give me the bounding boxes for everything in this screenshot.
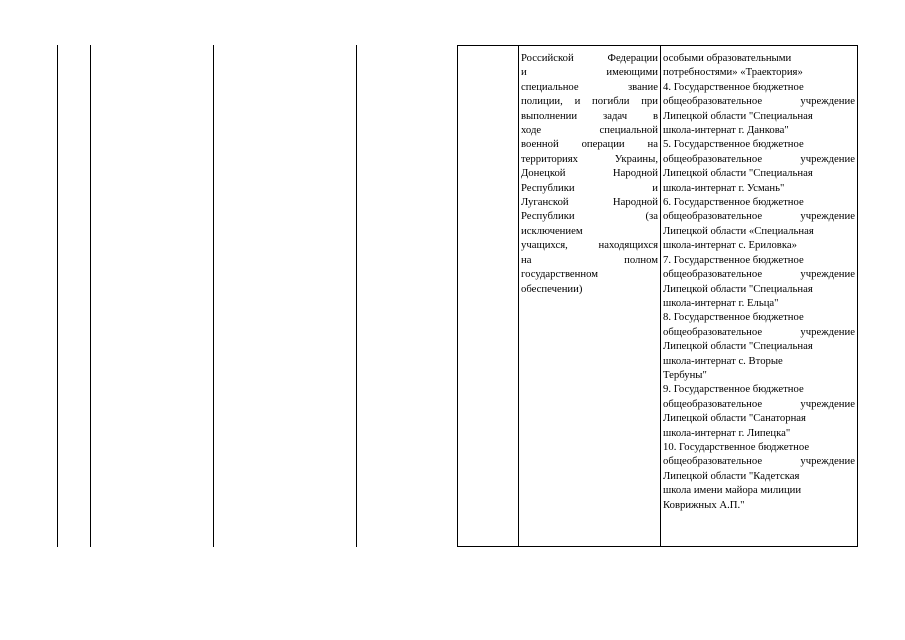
institution-text-line: 4. Государственное бюджетное [663,80,804,93]
institution-text-line: школа-интернат с. Вторые [663,354,783,367]
recipients-text-line: Луганской Народной [521,196,658,209]
institution-text-line: общеобразовательное учреждение [663,210,855,223]
institution-text-line: школа-интернат г. Ельца" [663,296,779,309]
institution-text-line: Липецкой области «Специальная [663,224,814,237]
recipients-text-line: учащихся, находящихся [521,239,658,252]
recipients-text-line: территориях Украины, [521,152,658,165]
recipients-text-line: и имеющими [521,66,658,79]
institution-text-line: Липецкой области "Специальная [663,282,813,295]
institution-text-line: 8. Государственное бюджетное [663,311,804,324]
institution-text-line: Липецкой области "Специальная [663,340,813,353]
recipients-text-line: полиции, и погибли при [521,95,658,108]
recipients-text-line: Российской Федерации [521,52,658,64]
institution-text-line: общеобразовательное учреждение [663,397,855,410]
institution-text-line: 10. Государственное бюджетное [663,440,810,453]
table-column-empty [458,46,519,546]
institution-text-line: общеобразовательное учреждение [663,152,855,165]
recipients-text-line: на полном [521,253,658,266]
institution-text-line: школа-интернат с. Ериловка» [663,239,797,252]
left-table-rule-2 [90,45,91,547]
institution-text-line: Тербуны" [663,368,707,381]
recipients-text-line: специальное звание [521,80,658,93]
institution-text-line: особыми образовательными [663,52,792,64]
institution-text-line: 7. Государственное бюджетное [663,253,804,266]
right-table [457,45,858,547]
institution-text-line: Липецкой области "Специальная [663,167,813,180]
table-column-recipients [519,46,661,546]
institution-text-line: Липецкой области "Специальная [663,109,813,122]
left-table-rule-1 [57,45,58,547]
institution-text-line: 5. Государственное бюджетное [663,138,804,151]
recipients-text-line: Республики и [521,181,658,194]
institution-text-line: Липецкой области "Кадетская [663,469,800,482]
recipients-text-line: ходе специальной [521,124,658,137]
institution-text-line: 6. Государственное бюджетное [663,196,804,209]
institution-text-line: общеобразовательное учреждение [663,325,855,338]
recipients-text-line: государственном [521,268,599,281]
recipients-text-line: военной операции на [521,138,658,151]
institution-text-line: школа-интернат г. Усмань" [663,181,785,194]
left-table-rule-3 [213,45,214,547]
institution-text-line: школа имени майора милиции [663,484,802,497]
institution-text-line: общеобразовательное учреждение [663,455,855,468]
institution-text-line: общеобразовательное учреждение [663,95,855,108]
recipients-text-line: обеспечении) [521,282,583,295]
recipients-text-line: Республики (за [521,210,658,223]
recipients-cell-text [521,51,658,296]
recipients-text-line: Донецкой Народной [521,167,658,180]
institution-text-line: школа-интернат г. Липецка" [663,426,791,439]
recipients-text-line: исключением [521,224,583,237]
institution-text-line: 9. Государственное бюджетное [663,383,804,396]
institution-text-line: Липецкой области "Санаторная [663,412,806,425]
table-column-institutions [661,46,857,546]
recipients-text-line: выполнении задач в [521,109,658,122]
institution-text-line: школа-интернат г. Данкова" [663,124,789,137]
institution-text-line: Коврижных А.П." [663,498,745,511]
institution-text-line: общеобразовательное учреждение [663,268,855,281]
left-table-rule-4 [356,45,357,547]
institution-text-line: потребностями» «Траектория» [663,66,803,79]
institutions-cell-text [663,51,855,512]
